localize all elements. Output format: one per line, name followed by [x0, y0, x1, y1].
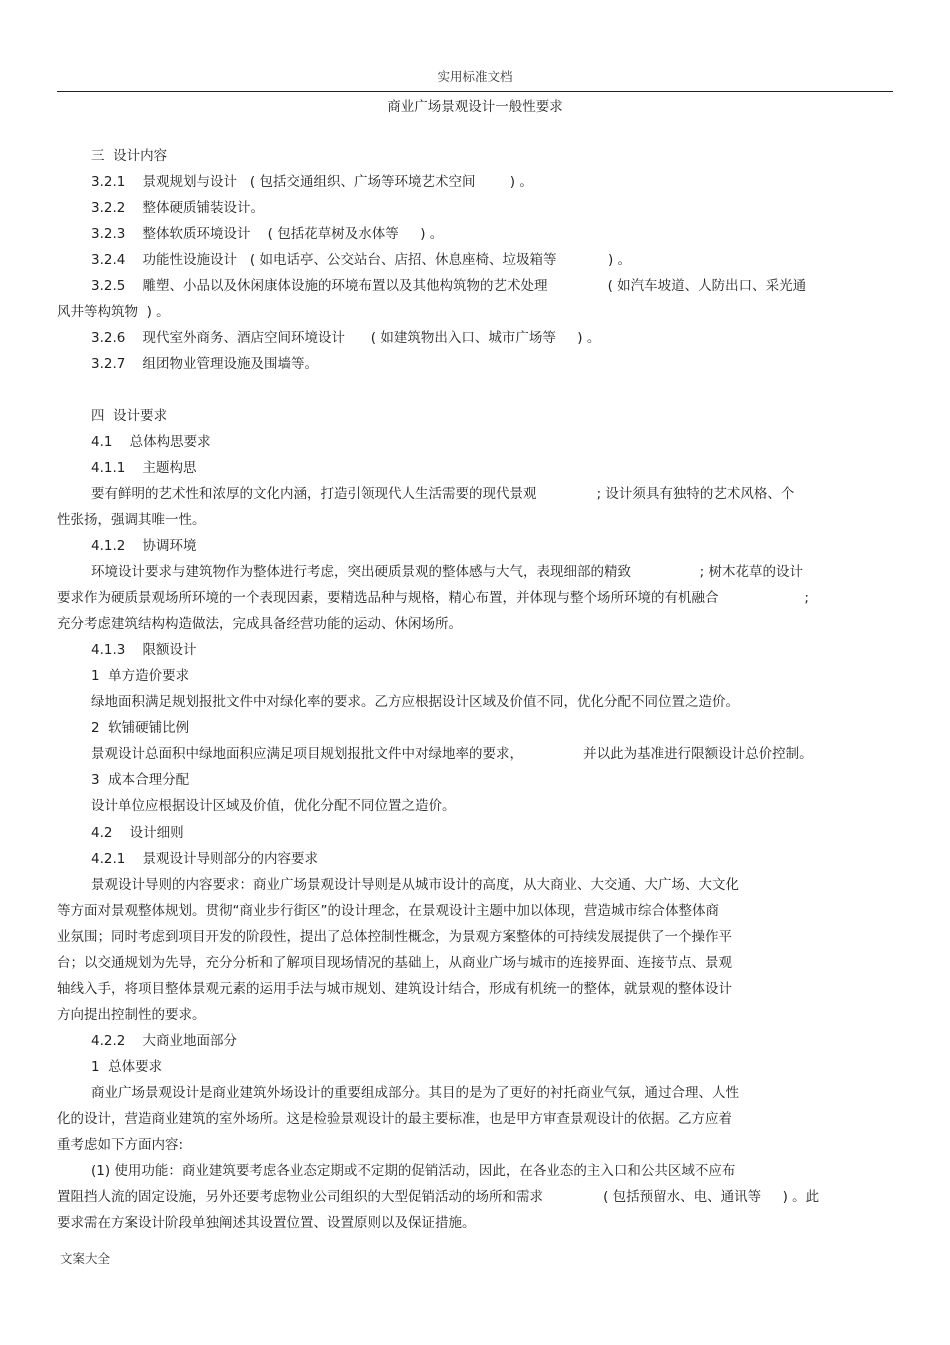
paragraph-line: 要有鲜明的艺术性和浓厚的文化内涵，打造引领现代人生活需要的现代景观 ; 设计须具有独特的艺术风格、个	[91, 486, 795, 502]
subsection-heading: 4.1.1 主题构思	[91, 460, 197, 476]
subsection-heading: 4.1.2 协调环境	[91, 538, 197, 554]
list-item: 3.2.4 功能性设施设计 ( 如电话亭、公交站台、店招、休息座椅、垃圾箱等 ) 。	[91, 252, 631, 268]
subsection-heading: 4.1.3 限额设计	[91, 642, 197, 658]
item-heading: 3 成本合理分配	[91, 772, 190, 788]
document-title: 商业广场景观设计一般性要求	[387, 99, 563, 115]
paragraph-line: 化的设计，营造商业建筑的室外场所。这是检验景观设计的最主要标准，也是甲方审查景观设计的依据。乙方应着	[57, 1111, 732, 1127]
subsection-heading: 4.2.2 大商业地面部分	[91, 1033, 238, 1049]
subsection-heading: 4.1 总体构思要求	[91, 434, 211, 450]
list-item: 3.2.3 整体软质环境设计 ( 包括花草树及水体等 ) 。	[91, 226, 444, 242]
page-footer: 文案大全	[60, 1251, 111, 1266]
paragraph-line: 台；以交通规划为先导，充分分析和了解项目现场情况的基础上，从商业广场与城市的连接界面、连接节点、景观	[57, 955, 732, 971]
paragraph-line: 要求需在方案设计阶段单独阐述其设置位置、设置原则以及保证措施。	[57, 1215, 476, 1231]
item-heading: 2 软铺硬铺比例	[91, 720, 190, 736]
paragraph-line: 轴线入手，将项目整体景观元素的运用手法与城市规划、建筑设计结合，形成有机统一的整体，就景观的整体设计	[57, 981, 732, 997]
list-item: 3.2.2 整体硬质铺装设计。	[91, 200, 265, 216]
page-header: 实用标准文档	[437, 69, 513, 84]
paragraph-line: 景观设计总面积中绿地面积应满足项目规划报批文件中对绿地率的要求， 并以此为基准进行限额设计总价控制。	[91, 746, 813, 762]
item-heading: 1 总体要求	[91, 1059, 163, 1075]
paragraph-line: 环境设计要求与建筑物作为整体进行考虑，突出硬质景观的整体感与大气，表现细部的精致 ; 树木花草的设计	[91, 564, 803, 580]
subsection-heading: 4.2 设计细则	[91, 825, 184, 841]
subsection-heading: 4.2.1 景观设计导则部分的内容要求	[91, 851, 319, 867]
list-item: 3.2.1 景观规划与设计 ( 包括交通组织、广场等环境艺术空间 ) 。	[91, 174, 533, 190]
paragraph-line: 景观设计导则的内容要求：商业广场景观设计导则是从城市设计的高度，从大商业、大交通、大广场、大文化	[91, 877, 739, 893]
paragraph-line: 设计单位应根据设计区域及价值，优化分配不同位置之造价。	[91, 798, 456, 814]
paragraph-line: (1) 使用功能：商业建筑要考虑各业态定期或不定期的促销活动，因此，在各业态的主入口和公共区域不应布	[91, 1163, 736, 1179]
paragraph-line: 风井等构筑物 ) 。	[57, 304, 170, 320]
paragraph-line: 方向提出控制性的要求。	[57, 1007, 206, 1023]
list-item: 3.2.7 组团物业管理设施及围墙等。	[91, 356, 319, 372]
paragraph-line: 要求作为硬质景观场所环境的一个表现因素，要精选品种与规格，精心布置，并体现与整个场所环境的有机融合 ;	[57, 590, 809, 606]
paragraph-line: 性张扬，强调其唯一性。	[57, 512, 206, 528]
section-heading: 四 设计要求	[91, 408, 168, 424]
paragraph-line: 等方面对景观整体规划。贯彻“商业步行街区”的设计理念，在景观设计主题中加以体现，营造城市综合体整体商	[57, 903, 719, 919]
paragraph-line: 商业广场景观设计是商业建筑外场设计的重要组成部分。其目的是为了更好的衬托商业气氛，通过合理、人性	[91, 1085, 739, 1101]
paragraph-line: 置阻挡人流的固定设施，另外还要考虑物业公司组织的大型促销活动的场所和需求 ( 包括预留水、电、通讯等 ) 。此	[57, 1189, 820, 1205]
header-divider	[57, 91, 893, 92]
section-heading: 三 设计内容	[91, 148, 168, 164]
paragraph-line: 重考虑如下方面内容:	[57, 1137, 184, 1153]
paragraph-line: 绿地面积满足规划报批文件中对绿化率的要求。乙方应根据设计区域及价值不同，优化分配不同位置之造价。	[91, 694, 739, 710]
list-item: 3.2.6 现代室外商务、酒店空间环境设计 ( 如建筑物出入口、城市广场等 ) 。	[91, 330, 601, 346]
paragraph-line: 业氛围；同时考虑到项目开发的阶段性，提出了总体控制性概念，为景观方案整体的可持续发展提供了一个操作平	[57, 929, 732, 945]
paragraph-line: 充分考虑建筑结构构造做法，完成具备经营功能的运动、休闲场所。	[57, 616, 462, 632]
list-item: 3.2.5 雕塑、小品以及休闲康体设施的环境布置以及其他构筑物的艺术处理 ( 如汽车坡道、人防出口、采光通	[91, 278, 807, 294]
item-heading: 1 单方造价要求	[91, 668, 190, 684]
